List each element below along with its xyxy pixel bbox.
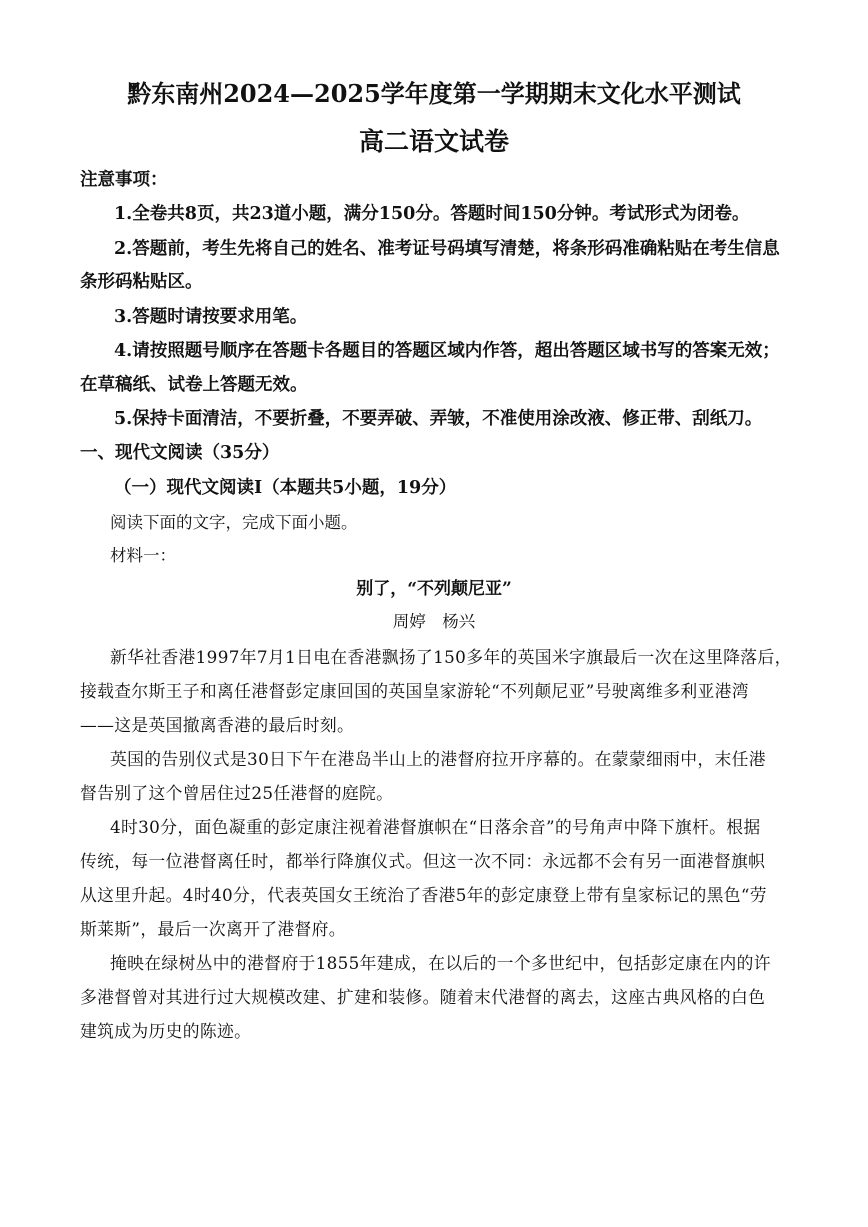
article-paragraph-3-line-3: 从这里升起。4时40分，代表英国女王统治了香港5年的彭定康登上带有皇家标记的黑色“劳 [80,885,767,905]
article-paragraph-1-line-2: 接载查尔斯王子和离任港督彭定康回国的英国皇家游轮“不列颠尼亚”号驶离维多利亚港湾 [80,681,749,701]
notice-item-2-line-2: 条形码粘贴区。 [80,272,203,292]
exam-title: 黔东南州2024—2025学年度第一学期期末文化水平测试 [127,79,741,108]
article-paragraph-4-line-2: 多港督曾对其进行过大规模改建、扩建和装修。随着末代港督的离去，这座古典风格的白色 [80,987,766,1007]
notice-item-2-line-1: 2.答题前，考生先将自己的姓名、准考证号码填写清楚，将条形码准确粘贴在考生信息 [114,239,780,259]
notice-item-5: 5.保持卡面清洁，不要折叠，不要弄破、弄皱，不准使用涂改液、修正带、刮纸刀。 [114,409,763,429]
article-paragraph-3-line-1: 4时30分，面色凝重的彭定康注视着港督旗帜在“日落余音”的号角声中降下旗杆。根据 [110,817,761,837]
article-paragraph-4-line-3: 建筑成为历史的陈迹。 [80,1021,252,1041]
article-paragraph-2-line-2: 督告别了这个曾居住过25任港督的庭院。 [80,783,394,803]
article-paragraph-2-line-1: 英国的告别仪式是30日下午在港岛半山上的港督府拉开序幕的。在蒙蒙细雨中，末任港 [110,749,766,769]
article-paragraph-1-line-1: 新华社香港1997年7月1日电在香港飘扬了150多年的英国米字旗最后一次在这里降落后， [110,647,792,667]
reading-instruction: 阅读下面的文字，完成下面小题。 [110,513,358,532]
notice-label: 注意事项： [80,170,168,190]
notice-item-4-line-1: 4.请按照题号顺序在答题卡各题目的答题区域内作答，超出答题区域书写的答案无效； [114,341,780,361]
notice-item-1: 1.全卷共8页，共23道小题，满分150分。答题时间150分钟。考试形式为闭卷。 [114,204,750,224]
article-paragraph-3-line-2: 传统，每一位港督离任时，都举行降旗仪式。但这一次不同：永远都不会有另一面港督旗帜 [80,851,766,871]
article-authors: 周婷 杨兴 [392,612,476,631]
article-paragraph-3-line-4: 斯莱斯”，最后一次离开了港督府。 [80,919,346,939]
material-label: 材料一： [110,546,176,565]
article-title: 别了，“不列颠尼亚” [356,579,512,599]
section-heading: 一、现代文阅读（35分） [80,443,280,463]
notice-item-3: 3.答题时请按要求用笔。 [114,307,308,327]
notice-item-4-line-2: 在草稿纸、试卷上答题无效。 [80,375,308,395]
section-subheading: （一）现代文阅读Ⅰ（本题共5小题，19分） [114,478,457,498]
article-paragraph-1-line-3: ——这是英国撤离香港的最后时刻。 [80,715,355,735]
exam-subtitle: 高二语文试卷 [358,127,509,156]
article-paragraph-4-line-1: 掩映在绿树丛中的港督府于1855年建成，在以后的一个多世纪中，包括彭定康在内的许 [110,953,771,973]
